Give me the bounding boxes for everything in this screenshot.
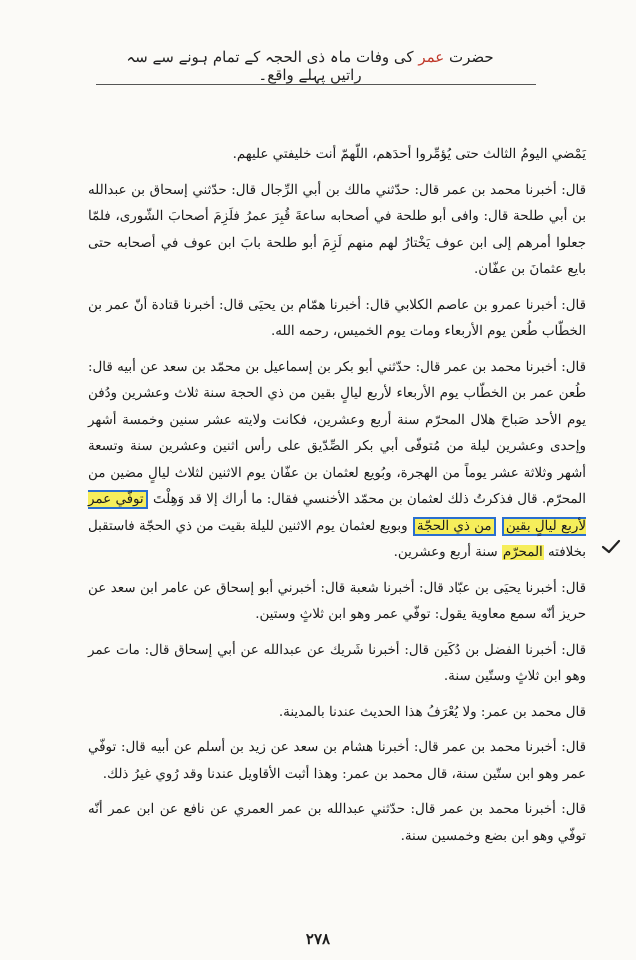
page-header [110, 48, 510, 84]
paragraph-3: قال: أخبرنا عمرو بن عاصم الكلابي قال: أخبرنا همّام بن يحيَى قال: أخبرنا قتادة أنّ عمر بن الخطّاب طُعن يوم الأربعاء ومات يوم الخميس، رحمه الله. [88, 297, 586, 339]
highlight-plain: المحرّم [502, 545, 543, 560]
paragraph-6: قال: أخبرنا الفضل بن دُكَين قال: أخبرنا شَريك عن عبدالله عن أبي إسحاق قال: مات عمر وهو ابن ثلاثٍ وستّين سنة. [88, 642, 586, 684]
header-divider [96, 84, 536, 85]
paragraph-8: قال: أخبرنا محمد بن عمر قال: أخبرنا هشام بن سعد عن زيد بن أسلم عن أبيه قال: توفّي عمر وهو ابن ستّين سنة، قال محمد بن عمر: وهذا أثبت الأقاويل عندنا وقد رُوي غيرُ ذلك. [88, 740, 586, 782]
paragraph-4 [88, 355, 586, 567]
paragraph-7: قال محمد بن عمر: ولا يُعْرَفُ هذا الحديث عندنا بالمدينة. [278, 704, 586, 720]
header-rest: کی وفات ماہ ذی الحجہ کے تمام ہونے سے سہ راتیں پہلے واقع۔ [126, 48, 419, 84]
paragraph-1: يَمْضي اليومُ الثالث حتى يُؤمِّروا أحدَهم، اللّهمّ أنت خليفتي عليهم. [232, 147, 586, 162]
check-icon [601, 538, 621, 556]
paragraph-4-text: قال: أخبرنا محمد بن عمر قال: حدّثني أبو بكر بن إسماعيل بن محمّد بن سعد عن أبيه قال: طُعن عمر بن الخطّاب يوم الأربعاء لأربع ليالٍ بقين من ذي الحجة سنة ثلاث وعشرين ودُفن يوم الأحد صَباحَ هلال المحرّم سنة أربع وعشرين، فكانت ولايته عشر سنين وخمسة أشهر وإحدى وعشرين ليلة من مُتوفّى أبي بكر الصِّدّيق على رأس اثنين وعشرين سنة وتسعة أشهر وثلاثة عشر يوماً من الهجرة، وبُويع لعثمان بن عفّان يوم الاثنين لثلاث ليالٍ مضين من المحرّم. قال فذكرتُ ذلك لعثمان بن محمّد الأخنسي فقال: ما أراك إلا قد وَهِلْتَ [88, 359, 586, 507]
main-text [88, 142, 586, 850]
highlight-continuation: وبويع لعثمان يوم الاثنين لليلة بقيت من ذي الحجّة فاستقبل بخلافته [88, 518, 586, 560]
paragraph-9: قال: أخبرنا محمد بن عمر قال: حدّثني عبدالله بن عمر العمري عن نافع عن ابن عمر أنّه توفّي وهو ابن بضع وخمسين سنة. [88, 802, 586, 844]
header-prefix: حضرت [444, 48, 494, 66]
page-number: ٢٧٨ [305, 930, 331, 948]
highlight-box-2: من ذي الحجّة [413, 517, 496, 536]
paragraph-5: قال: أخبرنا يحيَى بن عبّاد قال: أخبرنا شعبة قال: أخبرني أبو إسحاق عن عامر ابن سعد عن حريز أنّه سمع معاوية يقول: توفّي عمر وهو ابن ثلاثٍ وستين. [88, 580, 586, 622]
paragraph-2: قال: أخبرنا محمد بن عمر قال: حدّثني مالك بن أبي الرِّجال قال: حدّثني إسحاق بن عبدالله بن أبي طلحة قال: وافى أبو طلحة في أصحابه ساعةَ قُبِرَ عمرُ فلَزِمَ أصحابَ الشّورى، فلمّا جعلوا أمرهم إلى ابن عوف يَخْتارُ لهم منهم لَزِمَ أبو طلحة بابَ ابن عوف في أصحابه حتى بايع عثمانَ بن عفّان. [88, 182, 586, 277]
header-accent: عمر [418, 48, 445, 66]
highlight-box-1: توفّي عمر لأربع ليالٍ بقين [88, 492, 586, 534]
highlight-tail: سنة أربع وعشرين. [393, 545, 502, 560]
